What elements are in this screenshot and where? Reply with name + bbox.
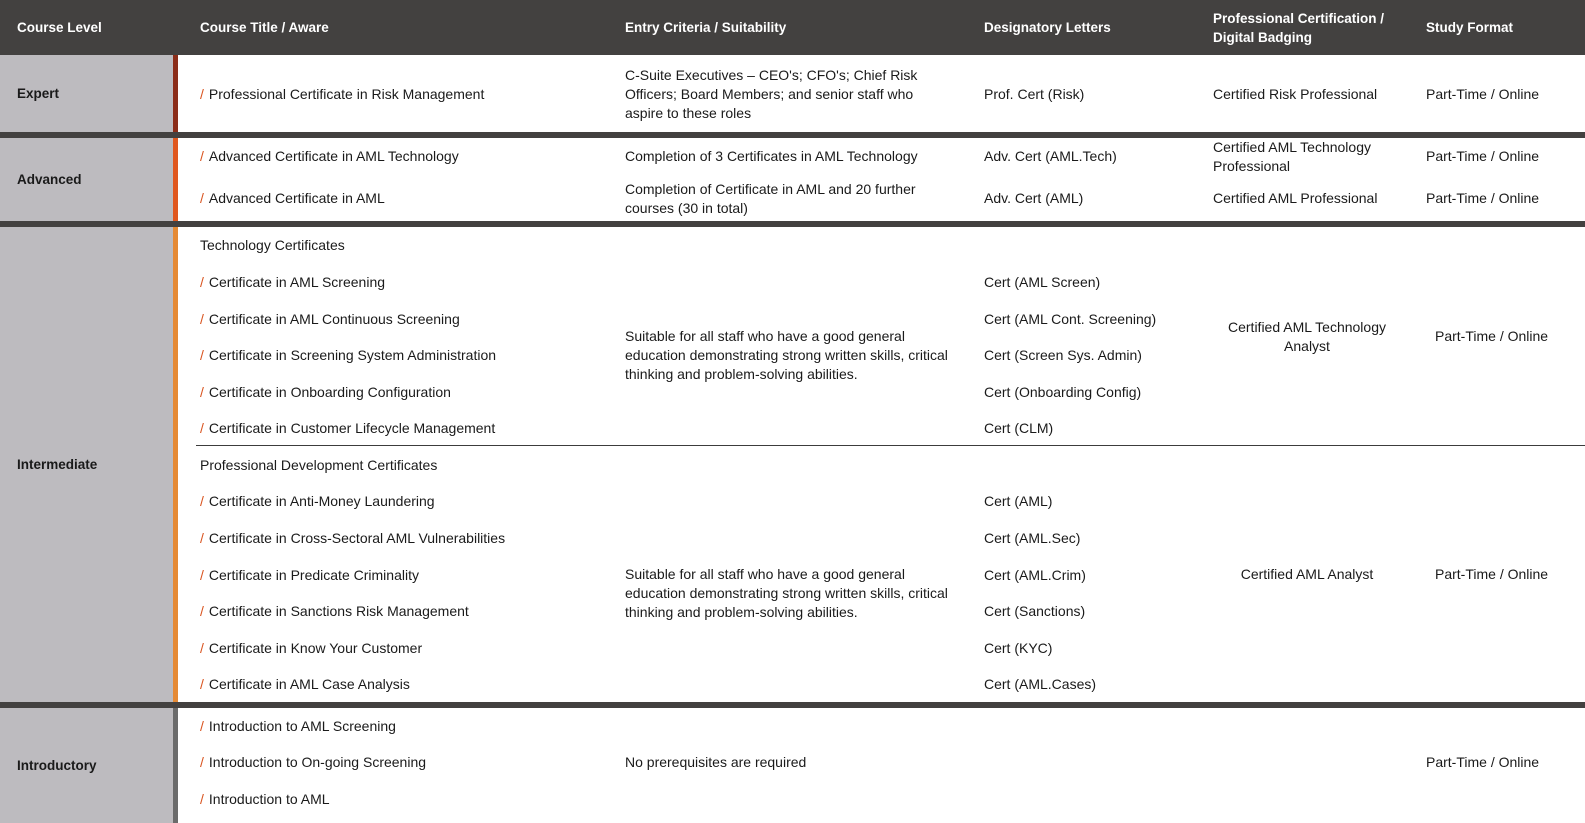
header-entry-criteria: Entry Criteria / Suitability [625, 20, 787, 35]
course-label: Introduction to AML Screening [208, 718, 396, 734]
section-divider [0, 702, 1585, 708]
designatory-letters: Cert (AML.Sec) [984, 530, 1081, 546]
course-label: Introduction to AML [208, 791, 330, 807]
course-title [200, 85, 484, 104]
course-label: Certificate in Screening System Administration [208, 347, 497, 363]
course-label: Certificate in AML Case Analysis [208, 676, 410, 692]
slash-icon: / [200, 148, 204, 164]
header-certification: Professional Certification / Digital Badging [1213, 10, 1385, 45]
slash-icon: / [200, 718, 204, 734]
level-accent-bar [173, 138, 178, 221]
designatory-letters: Cert (AML Cont. Screening) [984, 311, 1157, 327]
course-title [200, 639, 422, 658]
slash-icon: / [200, 311, 204, 327]
course-label: Certificate in AML Screening [208, 274, 386, 290]
group-divider [196, 445, 1585, 446]
course-label: Certificate in AML Continuous Screening [208, 311, 460, 327]
course-label: Certificate in Onboarding Configuration [208, 384, 451, 400]
entry-criteria: Suitable for all staff who have a good general education demonstrating strong written skills, critical thinking and problem-solving abilities. [625, 566, 948, 620]
designatory-letters: Cert (AML.Cases) [984, 676, 1097, 692]
course-label: Certificate in Anti-Money Laundering [208, 493, 435, 509]
level-intermediate: Intermediate [0, 227, 173, 702]
course-label: Introduction to On-going Screening [208, 754, 427, 770]
designatory-letters: Adv. Cert (AML.Tech) [984, 148, 1117, 164]
course-title [200, 346, 496, 365]
certification: Certified AML Analyst [1240, 566, 1374, 582]
entry-criteria: Completion of 3 Certificates in AML Technology [625, 148, 918, 164]
designatory-letters: Cert (KYC) [984, 640, 1053, 656]
designatory-letters: Cert (AML Screen) [984, 274, 1101, 290]
course-label: Advanced Certificate in AML [208, 190, 385, 206]
slash-icon: / [200, 791, 204, 807]
course-label: Professional Certificate in Risk Management [208, 86, 485, 102]
section-divider [0, 221, 1585, 227]
slash-icon: / [200, 603, 204, 619]
course-title [200, 310, 460, 329]
course-label: Certificate in Customer Lifecycle Management [208, 420, 496, 436]
slash-icon: / [200, 530, 204, 546]
course-title [200, 753, 426, 772]
group-heading: Technology Certificates [200, 237, 345, 253]
entry-criteria: No prerequisites are required [625, 754, 807, 770]
designatory-letters: Prof. Cert (Risk) [984, 86, 1085, 102]
study-format: Part-Time / Online [1435, 328, 1549, 344]
slash-icon: / [200, 640, 204, 656]
slash-icon: / [200, 190, 204, 206]
entry-criteria: C-Suite Executives – CEO's; CFO's; Chief Risk Officers; Board Members; and senior staff who aspire to these roles [625, 67, 918, 121]
course-label: Advanced Certificate in AML Technology [208, 148, 459, 164]
slash-icon: / [200, 384, 204, 400]
course-title [200, 419, 495, 438]
course-title [200, 717, 396, 736]
certification: Certified Risk Professional [1213, 86, 1378, 102]
designatory-letters: Cert (AML.Crim) [984, 567, 1086, 583]
designatory-letters: Cert (AML) [984, 493, 1053, 509]
slash-icon: / [200, 347, 204, 363]
designatory-letters: Cert (CLM) [984, 420, 1054, 436]
study-format: Part-Time / Online [1426, 148, 1540, 164]
level-accent-bar [173, 55, 178, 132]
study-format: Part-Time / Online [1435, 566, 1549, 582]
level-accent-bar [173, 708, 178, 823]
designatory-letters: Cert (Sanctions) [984, 603, 1086, 619]
slash-icon: / [200, 274, 204, 290]
course-title [200, 790, 330, 809]
table-header [0, 0, 1585, 55]
study-format: Part-Time / Online [1426, 190, 1540, 206]
slash-icon: / [200, 86, 204, 102]
slash-icon: / [200, 420, 204, 436]
designatory-letters: Cert (Screen Sys. Admin) [984, 347, 1142, 363]
course-title [200, 147, 459, 166]
course-title [200, 675, 410, 694]
course-label: Certificate in Cross-Sectoral AML Vulnerabilities [208, 530, 506, 546]
slash-icon: / [200, 754, 204, 770]
level-introductory: Introductory [0, 708, 173, 823]
level-advanced: Advanced [0, 138, 173, 221]
course-title [200, 602, 469, 621]
study-format: Part-Time / Online [1426, 86, 1540, 102]
certification: Certified AML Technology Professional [1213, 139, 1371, 174]
course-label: Certificate in Know Your Customer [208, 640, 423, 656]
course-title [200, 566, 419, 585]
course-title [200, 383, 451, 402]
course-title [200, 492, 435, 511]
header-course-level: Course Level [17, 20, 102, 35]
level-accent-bar [173, 227, 178, 702]
designatory-letters: Adv. Cert (AML) [984, 190, 1084, 206]
certification: Certified AML Technology Analyst [1228, 319, 1386, 354]
course-title [200, 189, 385, 208]
level-expert: Expert [0, 55, 173, 132]
entry-criteria: Completion of Certificate in AML and 20 further courses (30 in total) [625, 181, 916, 216]
slash-icon: / [200, 567, 204, 583]
course-label: Certificate in Predicate Criminality [208, 567, 419, 583]
designatory-letters: Cert (Onboarding Config) [984, 384, 1142, 400]
slash-icon: / [200, 493, 204, 509]
entry-criteria: Suitable for all staff who have a good general education demonstrating strong written skills, critical thinking and problem-solving abilities. [625, 328, 948, 382]
slash-icon: / [200, 676, 204, 692]
course-title [200, 529, 505, 548]
study-format: Part-Time / Online [1426, 754, 1540, 770]
certification: Certified AML Professional [1213, 190, 1378, 206]
course-label: Certificate in Sanctions Risk Management [208, 603, 469, 619]
course-title [200, 273, 385, 292]
header-designatory-letters: Designatory Letters [984, 20, 1111, 35]
group-heading: Professional Development Certificates [200, 457, 438, 473]
header-course-title: Course Title / Aware [200, 20, 329, 35]
header-study-format: Study Format [1426, 20, 1514, 35]
